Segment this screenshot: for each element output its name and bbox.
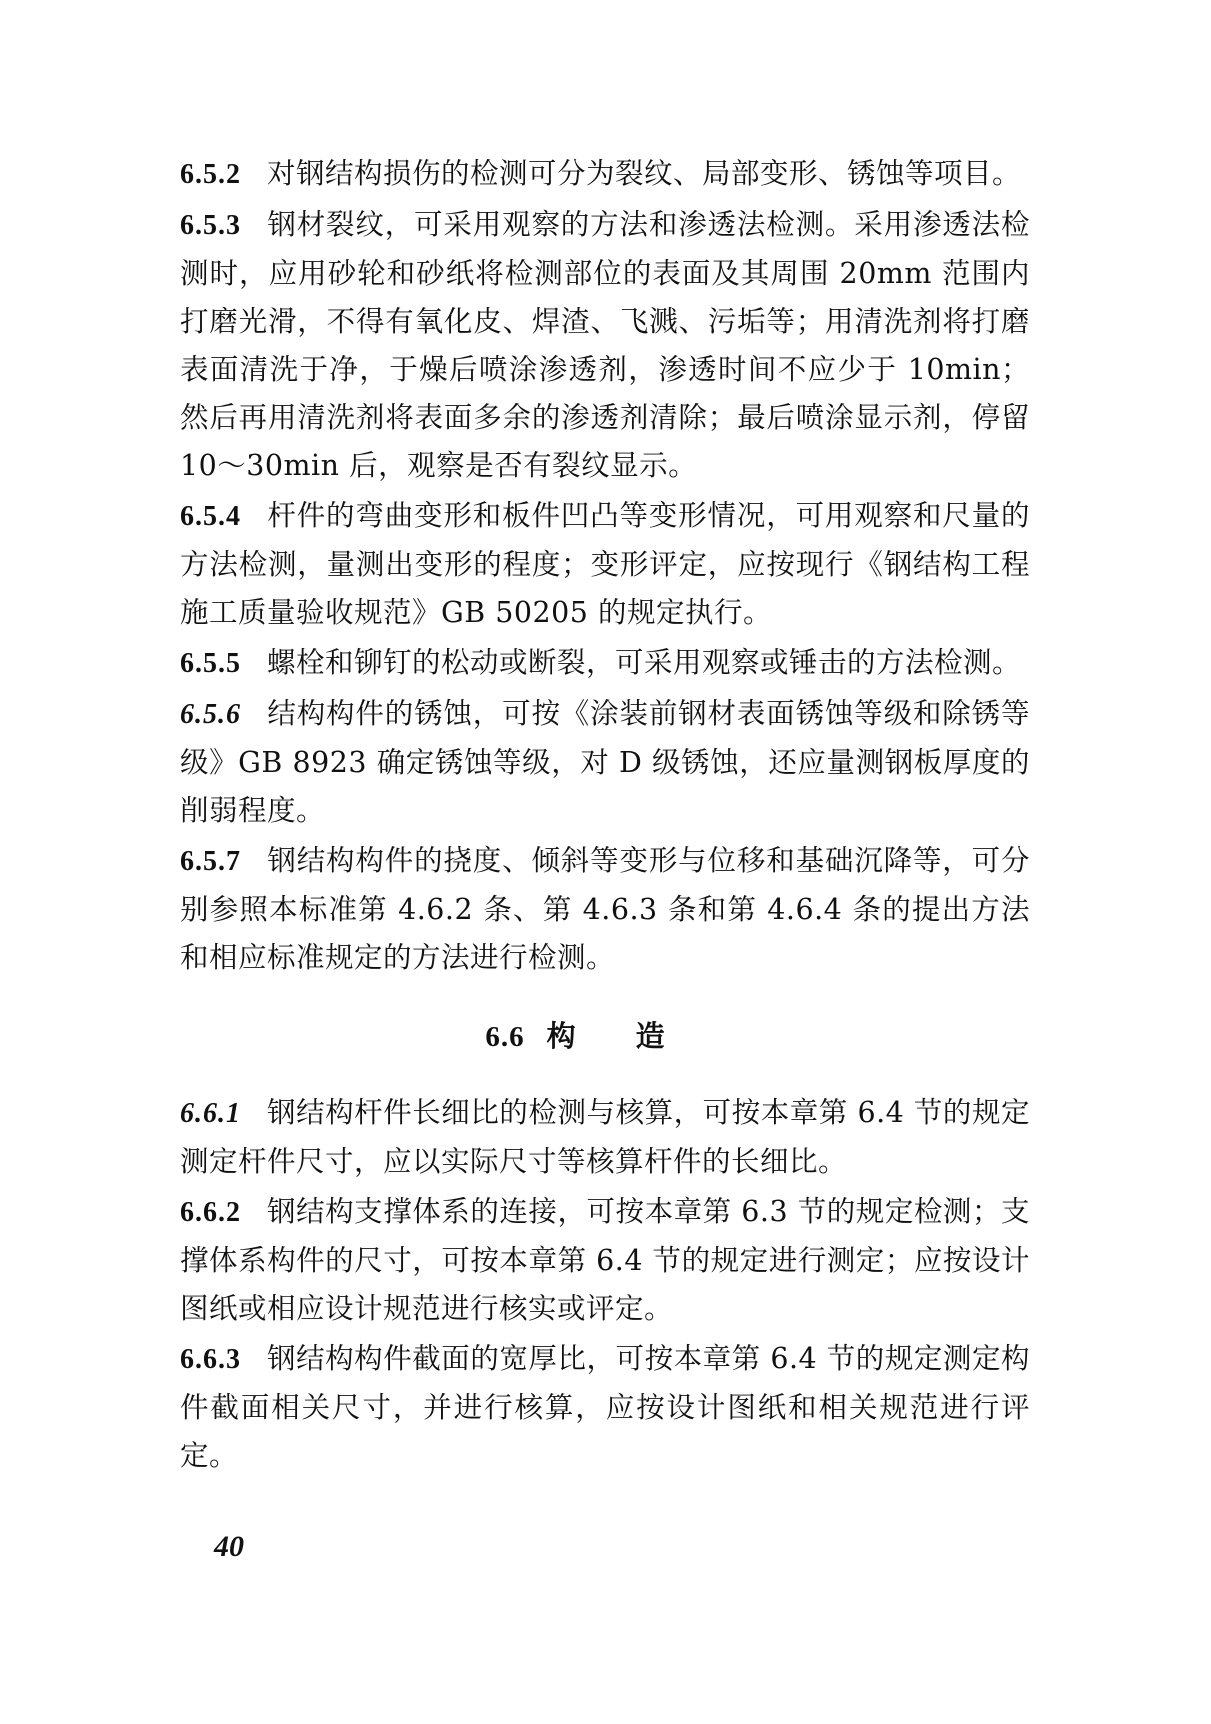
clause-number: 6.6.2 bbox=[180, 1197, 241, 1228]
clause-number: 6.5.3 bbox=[180, 210, 241, 241]
clause-text: 螺栓和铆钉的松动或断裂，可采用观察或锤击的方法检测。 bbox=[267, 646, 1022, 679]
clause-text: 对钢结构损伤的检测可分为裂纹、局部变形、锈蚀等项目。 bbox=[267, 157, 1022, 190]
clause-number: 6.5.6 bbox=[180, 699, 241, 730]
clause-text: 钢结构构件的挠度、倾斜等变形与位移和基础沉降等，可分别参照本标准第 4.6.2 条、第 4.6.3 条和第 4.6.4 条的提出方法和相应标准规定的方法进行检测。 bbox=[180, 844, 1030, 974]
clause-text: 结构构件的锈蚀，可按《涂装前钢材表面锈蚀等级和除锈等级》GB 8923 确定锈蚀等级，对 D 级锈蚀，还应量测钢板厚度的削弱程度。 bbox=[180, 697, 1030, 827]
section-heading bbox=[180, 1012, 1030, 1061]
clause-number: 6.5.5 bbox=[180, 648, 241, 679]
page-content bbox=[180, 150, 1030, 1482]
clause-text: 钢结构支撑体系的连接，可按本章第 6.3 节的规定检测；支撑体系构件的尺寸，可按本章第 6.4 节的规定进行测定；应按设计图纸或相应设计规范进行核实或评定。 bbox=[180, 1195, 1030, 1325]
clause-number: 6.5.2 bbox=[180, 159, 241, 190]
clause-6-5-4 bbox=[180, 492, 1030, 637]
section-title: 构造 bbox=[546, 1019, 725, 1053]
page-number: 40 bbox=[214, 1530, 244, 1563]
clause-number: 6.5.4 bbox=[180, 501, 241, 532]
clause-6-5-6 bbox=[180, 690, 1030, 835]
clause-number: 6.6.1 bbox=[180, 1098, 241, 1129]
clause-text: 杆件的弯曲变形和板件凹凸等变形情况，可用观察和尺量的方法检测，量测出变形的程度；变形评定，应按现行《钢结构工程施工质量验收规范》GB 50205 的规定执行。 bbox=[180, 499, 1030, 629]
clause-6-6-3 bbox=[180, 1335, 1030, 1480]
clause-6-5-3 bbox=[180, 201, 1030, 490]
clause-number: 6.6.3 bbox=[180, 1344, 241, 1375]
clause-text: 钢结构构件截面的宽厚比，可按本章第 6.4 节的规定测定构件截面相关尺寸，并进行核算，应按设计图纸和相关规范进行评定。 bbox=[180, 1342, 1030, 1472]
clause-6-6-1 bbox=[180, 1089, 1030, 1186]
clause-text: 钢结构杆件长细比的检测与核算，可按本章第 6.4 节的规定测定杆件尺寸，应以实际尺寸等核算杆件的长细比。 bbox=[180, 1096, 1030, 1178]
clause-text: 钢材裂纹，可采用观察的方法和渗透法检测。采用渗透法检测时，应用砂轮和砂纸将检测部位的表面及其周围 20mm 范围内打磨光滑，不得有氧化皮、焊渣、飞溅、污垢等；用清洗剂将打磨表面清洗于净，于燥后喷涂渗透剂，渗透时间不应少于 10min；然后再用清洗剂将表面多余的渗透剂清除；最后喷涂显示剂，停留 10～30min 后，观察是否有裂纹显示。 bbox=[180, 208, 1030, 482]
clause-6-6-2 bbox=[180, 1188, 1030, 1333]
clause-6-5-7 bbox=[180, 837, 1030, 982]
section-number: 6.6 bbox=[485, 1021, 525, 1053]
clause-6-5-2 bbox=[180, 150, 1030, 199]
clause-number: 6.5.7 bbox=[180, 846, 241, 877]
clause-6-5-5 bbox=[180, 639, 1030, 688]
